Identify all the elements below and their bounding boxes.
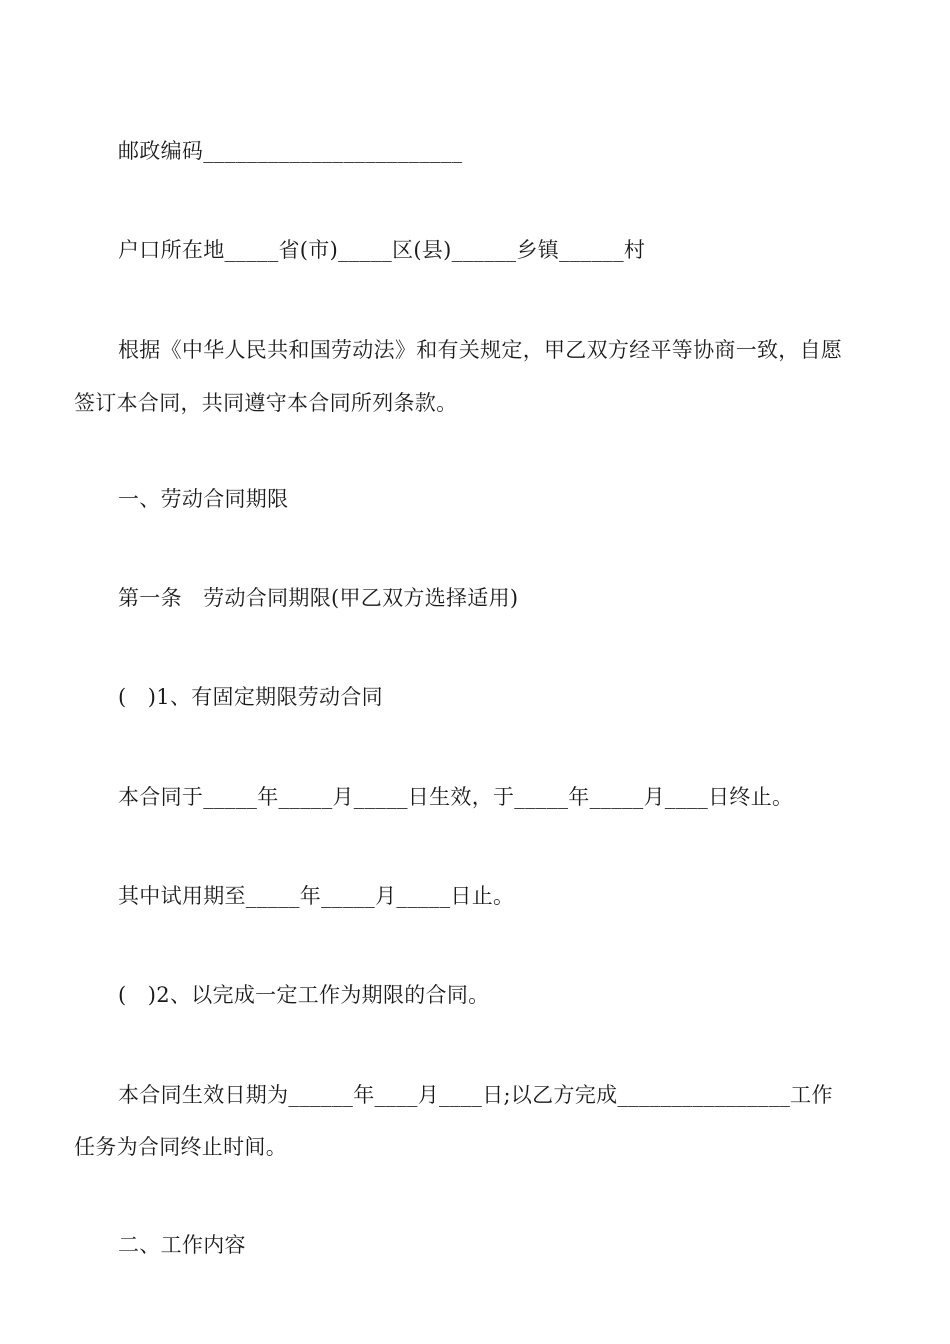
option2-line-2: 任务为合同终止时间。	[74, 1135, 287, 1159]
section1-heading: 一、劳动合同期限	[118, 487, 289, 511]
option1-probation-line: 其中试用期至_____年_____月_____日止。	[118, 884, 515, 908]
section2-heading: 二、工作内容	[118, 1233, 246, 1257]
option1-term-line: 本合同于_____年_____月_____日生效，于_____年_____月____日终止。	[118, 785, 794, 809]
option1-label: ( )1、有固定期限劳动合同	[118, 685, 383, 709]
option2-label: ( )2、以完成一定工作为期限的合同。	[118, 983, 490, 1007]
preamble-line-1: 根据《中华人民共和国劳动法》和有关规定，甲乙双方经平等协商一致，自愿	[118, 338, 843, 362]
postal-code-line: 邮政编码________________________	[118, 139, 463, 163]
option2-line-1: 本合同生效日期为______年____月____日;以乙方完成________________工作	[118, 1083, 833, 1107]
household-registration-line: 户口所在地_____省(市)_____区(县)______乡镇______村	[118, 238, 646, 262]
article1-heading: 第一条 劳动合同期限(甲乙双方选择适用)	[118, 586, 519, 610]
preamble-line-2: 签订本合同，共同遵守本合同所列条款。	[74, 391, 458, 415]
